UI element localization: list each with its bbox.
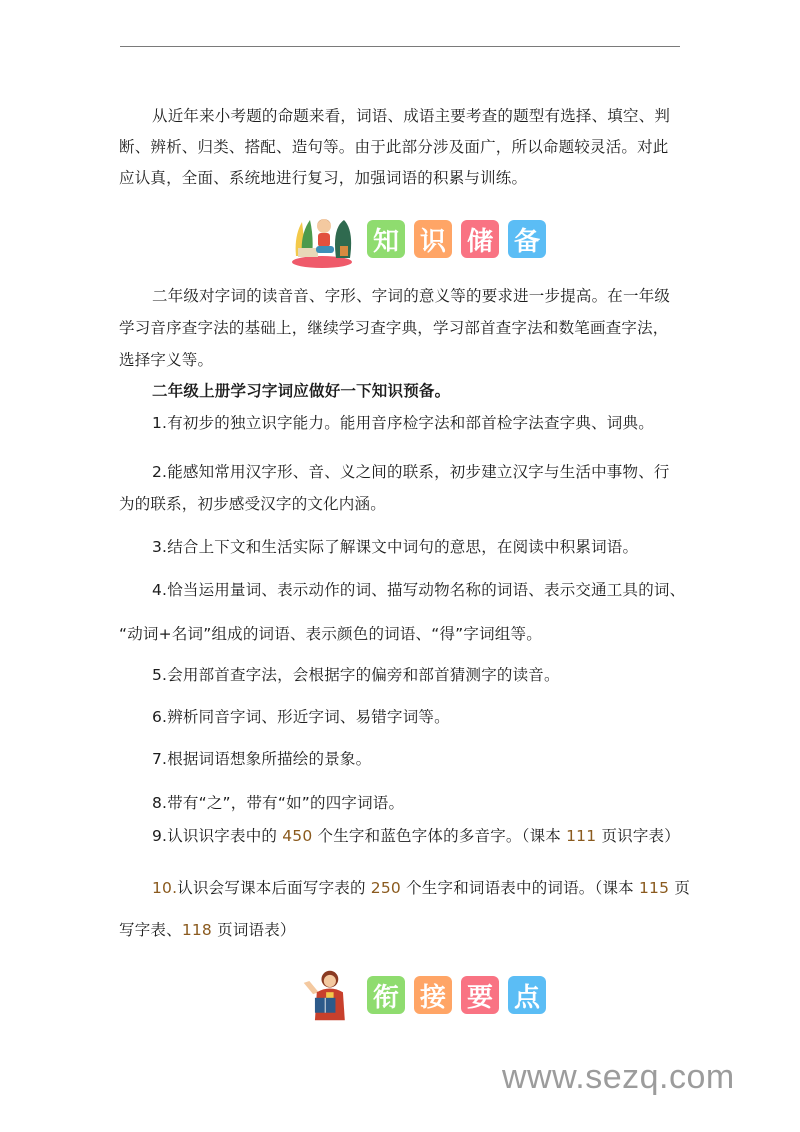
knowledge-line-1: 二年级对字词的读音音、字形、字词的意义等的要求进一步提高。在一年级: [152, 287, 671, 305]
item-10-number: 10.: [152, 879, 178, 897]
badge-char-2: 识: [414, 220, 452, 258]
list-item-7: 7.根据词语想象所描绘的景象。: [152, 750, 372, 768]
list-item-4-line-2: “动词+名词”组成的词语、表示颜色的词语、“得”字词组等。: [119, 625, 542, 643]
badge-char-3: 储: [461, 220, 499, 258]
item-10-text-3: 页: [669, 879, 691, 897]
list-item-10-line-1: [152, 878, 690, 898]
knowledge-line-3: 选择字义等。: [119, 351, 214, 369]
item-10-page-1: 115: [639, 879, 670, 897]
badge-char-4: 点: [508, 976, 546, 1014]
list-item-3: 3.结合上下文和生活实际了解课文中词句的意思，在阅读中积累词语。: [152, 538, 639, 556]
knowledge-line-2: 学习音序查字法的基础上，继续学习查字典，学习部首查字法和数笔画查字法，: [119, 319, 669, 337]
header-rule: [120, 46, 680, 47]
list-item-4-line-1: 4.恰当运用量词、表示动作的词、描写动物名称的词语、表示交通工具的词、: [152, 581, 686, 599]
item-10-page-2: 118: [181, 921, 212, 939]
item-9-text-1: 9.认识识字表中的: [152, 827, 283, 845]
watermark: www.sezq.com: [502, 1058, 735, 1096]
badge-char-2: 接: [414, 976, 452, 1014]
intro-line-1: 从近年来小考题的命题来看，词语、成语主要考查的题型有选择、填空、判: [152, 107, 671, 125]
intro-line-2: 断、辨析、归类、搭配、造句等。由于此部分涉及面广，所以命题较灵活。对此: [119, 138, 669, 156]
item-10-text-5: 页词语表）: [212, 921, 296, 939]
list-item-2-line-1: 2.能感知常用汉字形、音、义之间的联系，初步建立汉字与生活中事物、行: [152, 463, 670, 481]
item-10-count: 250: [370, 879, 401, 897]
badge-char-3: 要: [461, 976, 499, 1014]
list-item-1: 1.有初步的独立识字能力。能用音序检字法和部首检字法查字典、词典。: [152, 414, 654, 432]
teacher-with-book-icon: [300, 966, 356, 1024]
knowledge-heading: 二年级上册学习字词应做好一下知识预备。: [152, 382, 451, 400]
item-9-text-3: 页识字表）: [596, 827, 680, 845]
list-item-2-line-2: 为的联系，初步感受汉字的文化内涵。: [119, 495, 386, 513]
section-banner-knowledge-reserve: [288, 208, 546, 270]
item-9-page: 111: [566, 827, 597, 845]
item-10-text-1: 认识会写课本后面写字表的: [177, 879, 371, 897]
list-item-9: [152, 826, 680, 846]
section-banner-key-points: [300, 966, 546, 1024]
list-item-6: 6.辨析同音字词、形近字词、易错字词等。: [152, 708, 450, 726]
badge-char-4: 备: [508, 220, 546, 258]
list-item-5: 5.会用部首查字法，会根据字的偏旁和部首猜测字的读音。: [152, 666, 560, 684]
item-10-text-2: 个生字和词语表中的词语。（课本: [400, 879, 639, 897]
intro-line-3: 应认真，全面、系统地进行复习，加强词语的积累与训练。: [119, 169, 528, 187]
list-item-10-line-2: [119, 920, 296, 940]
girl-reading-icon: [288, 208, 356, 270]
item-9-count: 450: [282, 827, 313, 845]
list-item-8: 8.带有“之”，带有“如”的四字词语。: [152, 794, 405, 812]
badge-char-1: 衔: [367, 976, 405, 1014]
item-9-text-2: 个生字和蓝色字体的多音字。（课本: [312, 827, 567, 845]
item-10-text-4: 写字表、: [119, 921, 182, 939]
badge-char-1: 知: [367, 220, 405, 258]
